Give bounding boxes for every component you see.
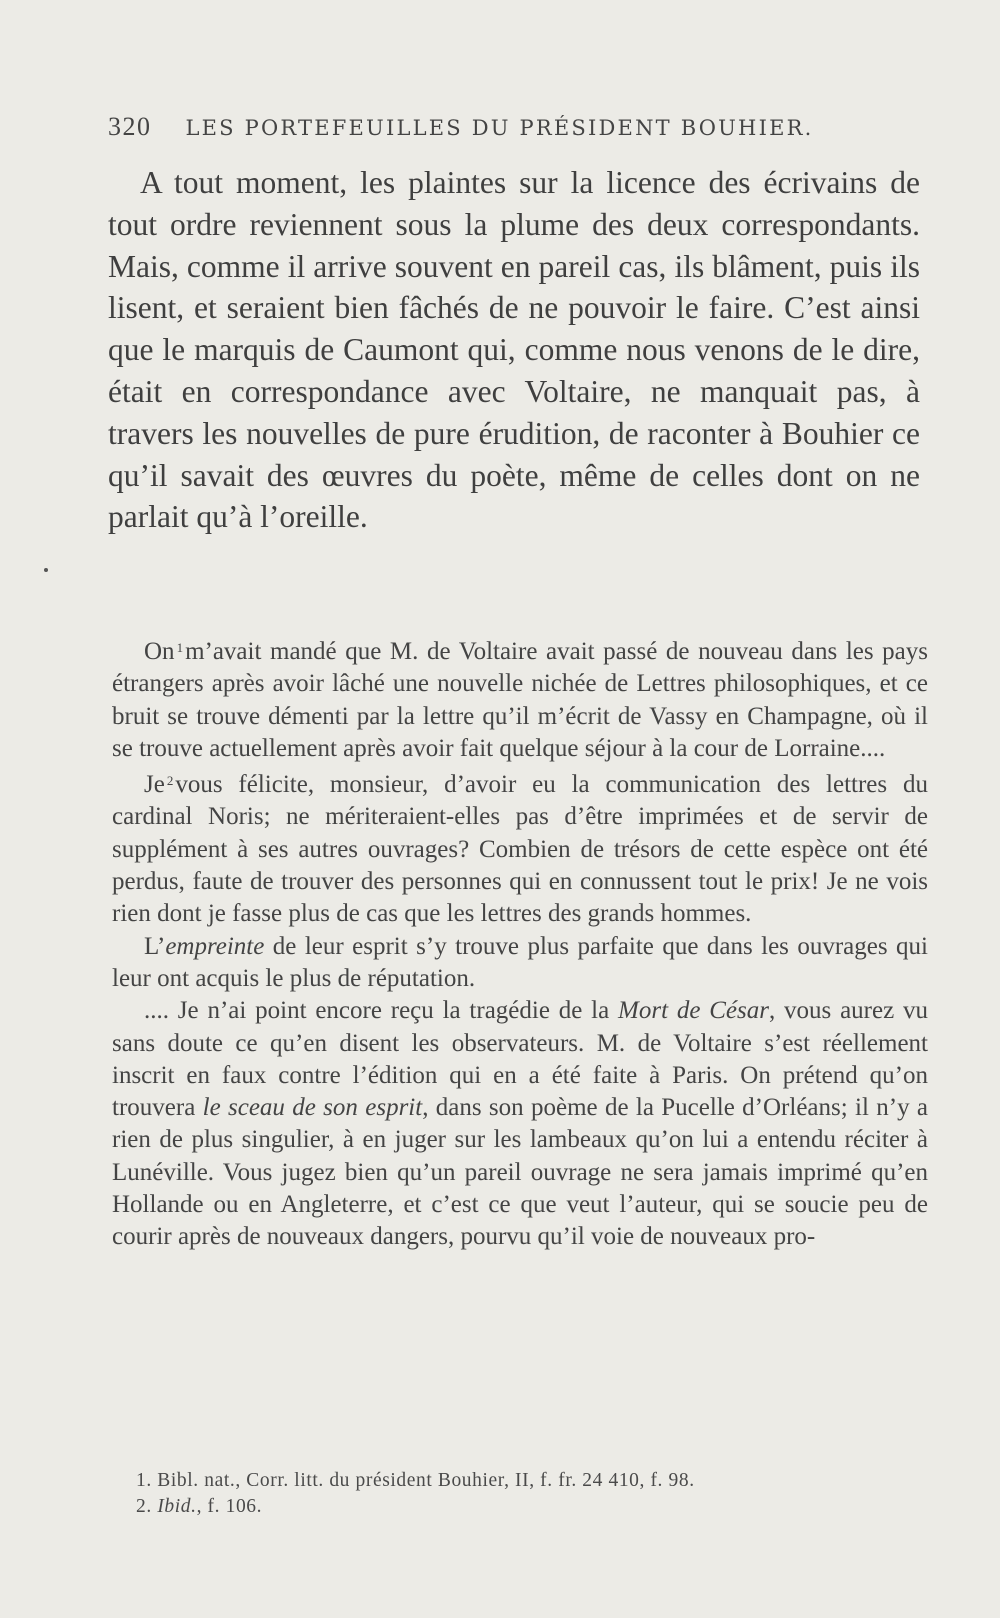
quote-p2-text: vous félicite, monsieur, d’avoir eu la communication des lettres du cardinal Noris; ne mériteraient-elles pas d’être imprimées et de servir de supplément à ses autres ouvrages? Combien de trésors de cette espèce ont été perdus, faute de trouver des personnes qui en connussent tout le prix! Je ne vois rien dont je fasse plus de cas que les lettres des grands hommes. bbox=[112, 771, 928, 928]
running-head: LES PORTEFEUILLES DU PRÉSIDENT BOUHIER. bbox=[185, 116, 814, 140]
page-number: 320 bbox=[108, 112, 152, 141]
footnote-2-italic: Ibid. bbox=[157, 1496, 197, 1517]
quote-p3-lead: L’ bbox=[144, 932, 166, 960]
footnote-ref-2: 2 bbox=[166, 773, 174, 789]
footnote-ref-1: 1 bbox=[176, 640, 184, 655]
quote-p3-text: de leur esprit s’y trouve plus parfaite que dans les ouvrages qui leur ont acquis le plus de réputation. bbox=[112, 932, 928, 992]
quote-paragraph-2 bbox=[112, 765, 928, 930]
quote-paragraph-3 bbox=[112, 931, 928, 996]
quoted-letters-block bbox=[112, 632, 928, 1254]
footnote-1: 1. Bibl. nat., Corr. litt. du président Bouhier, II, f. fr. 24 410, f. 98. bbox=[136, 1470, 695, 1491]
footnote-2-number: 2. bbox=[136, 1496, 158, 1517]
footnote-2 bbox=[136, 1494, 916, 1520]
print-speck bbox=[44, 568, 48, 572]
quote-p4-text-a: .... Je n’ai point encore reçu la tragédie de la bbox=[144, 997, 619, 1025]
quote-p2-lead: Je bbox=[144, 771, 165, 799]
main-text-block bbox=[108, 162, 920, 538]
quote-p4-italic-phrase: le sceau de son esprit bbox=[202, 1094, 423, 1122]
quote-p4-text-c: , dans son poème de la Pucelle d’Orléans; il n’y a rien de plus singulier, à en juger sur les lambeaux qu’on lui a entendu réciter à Lunéville. Vous jugez bien qu’un pareil ouvrage ne sera jamais imprimé qu’en Hollande ou en Angleterre, et c’est ce que veut l’auteur, qui se soucie peu de courir après de nouveaux dangers, pourvu qu’il voie de nouveaux pro- bbox=[112, 1094, 928, 1251]
quote-paragraph-4 bbox=[112, 995, 928, 1253]
quote-paragraph-1 bbox=[112, 632, 928, 765]
quote-p1-text: m’avait mandé que M. de Voltaire avait passé de nouveau dans les pays étrangers après avoir lâché une nouvelle nichée de Lettres philosophiques, et ce bruit se trouve démenti par la lettre qu’il m’écrit de Vassy en Champagne, où il se trouve actuellement après avoir fait quelque séjour à la cour de Lorraine.... bbox=[112, 638, 928, 762]
quote-p1-lead: On bbox=[144, 638, 175, 665]
footnotes bbox=[136, 1468, 916, 1520]
quote-p4-italic-title: Mort de César bbox=[618, 997, 769, 1025]
quote-p3-italic: empreinte bbox=[165, 932, 265, 960]
page-header bbox=[108, 112, 908, 142]
quote-p4-text-b: , vous aurez vu sans doute ce qu’en disent les observateurs. M. de Voltaire s’est réellement inscrit en faux contre l’édition qui en a été faite à Paris. On prétend qu’on trouvera bbox=[112, 997, 928, 1122]
footnote-2-text: , f. 106. bbox=[196, 1496, 263, 1517]
main-paragraph: A tout moment, les plaintes sur la licence des écrivains de tout ordre reviennent sous la plume des deux correspondants. Mais, comme il arrive souvent en pareil cas, ils blâment, puis ils lisent, et seraient bien fâchés de ne pouvoir le faire. C’est ainsi que le marquis de Caumont qui, comme nous venons de le dire, était en correspondance avec Voltaire, ne manquait pas, à travers les nouvelles de pure érudition, de raconter à Bouhier ce qu’il savait des œuvres du poète, même de celles dont on ne parlait qu’à l’oreille. bbox=[108, 165, 920, 535]
